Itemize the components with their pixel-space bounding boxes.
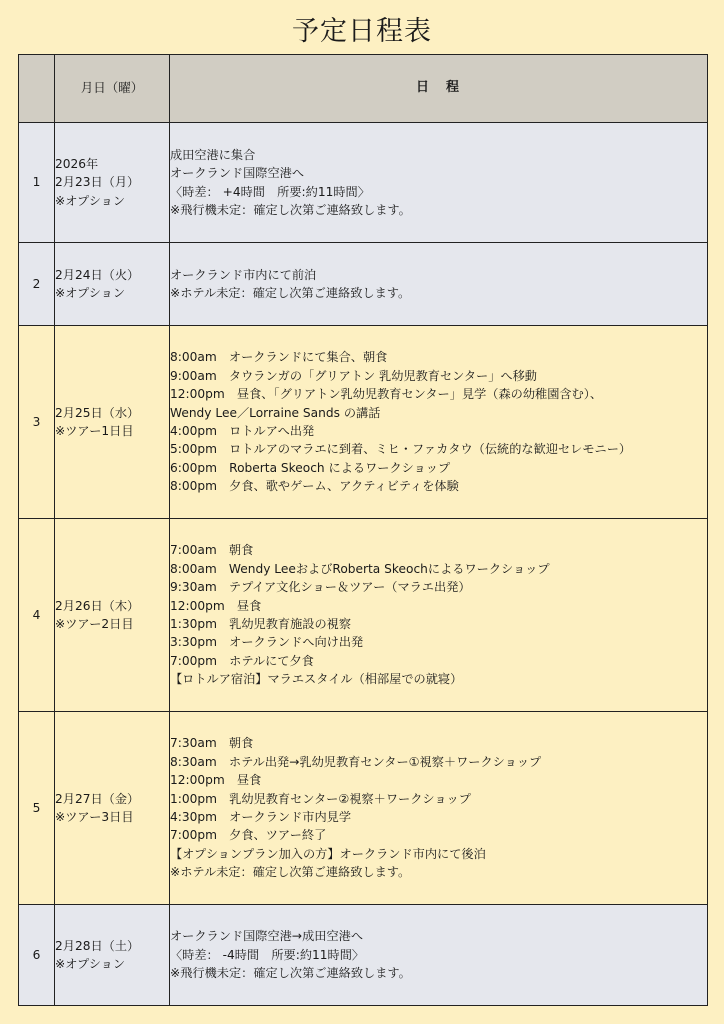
schedule-line: 5:00pm ロトルアのマラエに到着、ミヒ・ファカタウ（伝統的な歓迎セレモニー） [170,442,632,457]
schedule-line: オークランド国際空港→成田空港へ [170,929,364,944]
header-schedule: 日 程 [170,55,708,123]
schedule-line: オークランド国際空港へ [170,166,305,181]
schedule-line: Wendy Lee／Lorraine Sands の講話 [170,405,381,420]
day-number: 5 [19,712,55,905]
header-number [19,55,55,123]
schedule-line: ※ホテル未定：確定し次第ご連絡致します。 [170,286,411,300]
date-cell [55,326,170,519]
header-date: 月日（曜） [55,55,170,123]
date-line: ※ツアー3日目 [55,810,134,824]
schedule-line: 7:00am 朝食 [170,543,254,558]
page-title: 予定日程表 [292,16,432,47]
date-cell [55,123,170,243]
date-line: 2月23日（月） [55,175,140,190]
schedule-line: 9:00am タウランガの「グリアトン 乳幼児教育センター」へ移動 [170,368,537,383]
day-number: 4 [19,519,55,712]
schedule-cell [170,123,708,243]
date-line: ※オプション [55,286,126,300]
schedule-line: 8:00pm 夕食、歌やゲーム、アクティビティを体験 [170,479,459,494]
schedule-cell [170,243,708,326]
schedule-cell [170,519,708,712]
schedule-line: 8:00am Wendy LeeおよびRoberta Skeochによるワークショップ [170,561,550,576]
schedule-line: 【オプションプラン加入の方】オークランド市内にて後泊 [170,846,486,861]
schedule-line: 成田空港に集合 [170,147,256,162]
day-number: 2 [19,243,55,326]
schedule-line: 7:00pm ホテルにて夕食 [170,653,314,668]
schedule-line: 6:00pm Roberta Skeoch によるワークショップ [170,460,451,475]
schedule-line: オークランド市内にて前泊 [170,267,317,282]
table-row [19,905,708,1006]
date-cell [55,905,170,1006]
schedule-line: 12:00pm 昼食 [170,773,262,788]
day-number: 1 [19,123,55,243]
schedule-cell [170,326,708,519]
date-cell [55,519,170,712]
schedule-line: 1:00pm 乳幼児教育センター②視察＋ワークショップ [170,791,471,806]
date-line: 2026年 [55,156,99,171]
schedule-line: 4:30pm オークランド市内見学 [170,810,352,824]
schedule-line: 1:30pm 乳幼児教育施設の視察 [170,617,352,631]
date-cell [55,712,170,905]
date-line: 2月27日（金） [55,791,140,806]
schedule-line: 4:00pm ロトルアへ出発 [170,424,315,438]
schedule-table [18,54,708,1006]
date-line: 2月24日（火） [55,267,140,282]
schedule-line: 12:00pm 昼食、「グリアトン乳幼児教育センター」見学（森の幼稚園含む）、 [170,387,603,402]
schedule-line: 8:30am ホテル出発→乳幼児教育センター①視察＋ワークショップ [170,754,542,769]
date-line: 2月26日（木） [55,598,140,613]
date-cell [55,243,170,326]
date-line: 2月28日（土） [55,938,140,953]
date-line: ※オプション [55,193,126,208]
table-row [19,519,708,712]
date-line: ※オプション [55,957,126,971]
schedule-line: 9:30am テプイア文化ショー＆ツアー（マラエ出発） [170,580,471,595]
date-line: ※ツアー1日目 [55,424,134,438]
table-row [19,712,708,905]
date-line: 2月25日（水） [55,405,140,420]
schedule-line: 8:00am オークランドにて集合、朝食 [170,350,388,365]
schedule-line: 12:00pm 昼食 [170,598,262,613]
schedule-line: 【ロトルア宿泊】マラエスタイル（相部屋での就寝） [170,672,463,687]
schedule-line: 3:30pm オークランドへ向け出発 [170,635,364,650]
table-header-row [19,55,708,123]
day-number: 6 [19,905,55,1006]
schedule-line: ※飛行機未定：確定し次第ご連絡致します。 [170,966,411,981]
date-line: ※ツアー2日目 [55,617,134,631]
schedule-line: 〈時差： +4時間 所要:約11時間〉 [170,184,370,199]
schedule-body [19,123,708,1006]
schedule-cell [170,905,708,1006]
schedule-line: ※飛行機未定：確定し次第ご連絡致します。 [170,202,411,217]
schedule-line: ※ホテル未定：確定し次第ご連絡致します。 [170,865,411,880]
table-row [19,123,708,243]
schedule-line: 7:30am 朝食 [170,736,254,751]
schedule-cell [170,712,708,905]
table-row [19,326,708,519]
schedule-line: 7:00pm 夕食、ツアー終了 [170,828,327,843]
schedule-line: 〈時差： -4時間 所要:約11時間〉 [170,947,365,962]
day-number: 3 [19,326,55,519]
table-row [19,243,708,326]
